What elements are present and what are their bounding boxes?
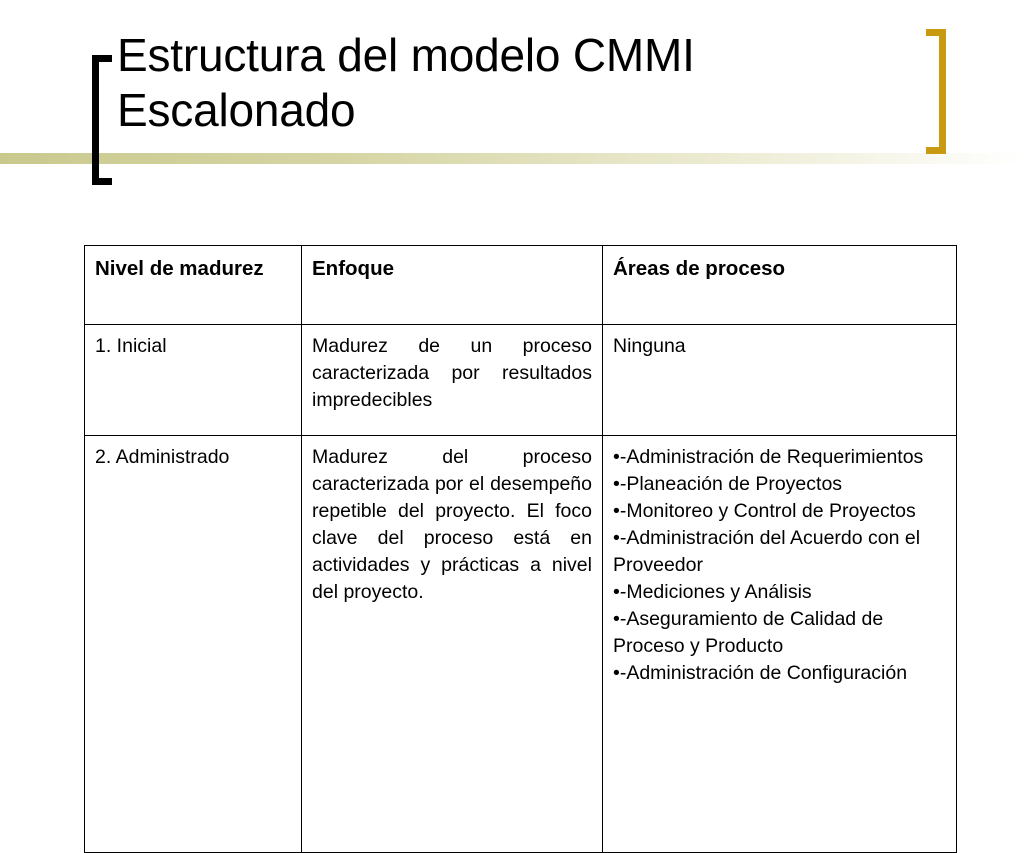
cell-level: 1. Inicial xyxy=(85,325,302,436)
right-bracket-decoration xyxy=(926,29,946,154)
maturity-levels-table xyxy=(84,245,957,853)
process-area-item: •-Administración de Configuración xyxy=(613,662,908,684)
cell-areas xyxy=(603,436,957,853)
cell-areas xyxy=(603,325,957,436)
cell-level: 2. Administrado xyxy=(85,436,302,853)
process-area-item: Ninguna xyxy=(613,335,686,357)
cell-focus: Madurez del proceso caracterizada por el desempeño repetible del proyecto. El foco clave del proceso está en actividades y prácticas a nivel del proyecto. xyxy=(302,436,603,853)
process-area-item: •-Mediciones y Análisis xyxy=(613,581,812,603)
slide-title: Estructura del modelo CMMI Escalonado xyxy=(117,29,695,136)
table-header-row xyxy=(85,246,957,325)
table-row xyxy=(85,325,957,436)
process-area-item: •-Administración de Requerimientos xyxy=(613,446,924,468)
table-row xyxy=(85,436,957,853)
header-focus: Enfoque xyxy=(302,246,603,325)
header-areas: Áreas de proceso xyxy=(603,246,957,325)
title-accent-band xyxy=(0,153,1024,164)
process-area-item: •-Administración del Acuerdo con el Proveedor xyxy=(613,527,921,576)
cell-focus: Madurez de un proceso caracterizada por resultados impredecibles xyxy=(302,325,603,436)
process-area-item: •-Aseguramiento de Calidad de Proceso y Producto xyxy=(613,608,884,657)
process-area-item: •-Planeación de Proyectos xyxy=(613,473,843,495)
header-level: Nivel de madurez xyxy=(85,246,302,325)
left-bracket-decoration xyxy=(92,55,112,185)
process-area-item: •-Monitoreo y Control de Proyectos xyxy=(613,500,916,522)
